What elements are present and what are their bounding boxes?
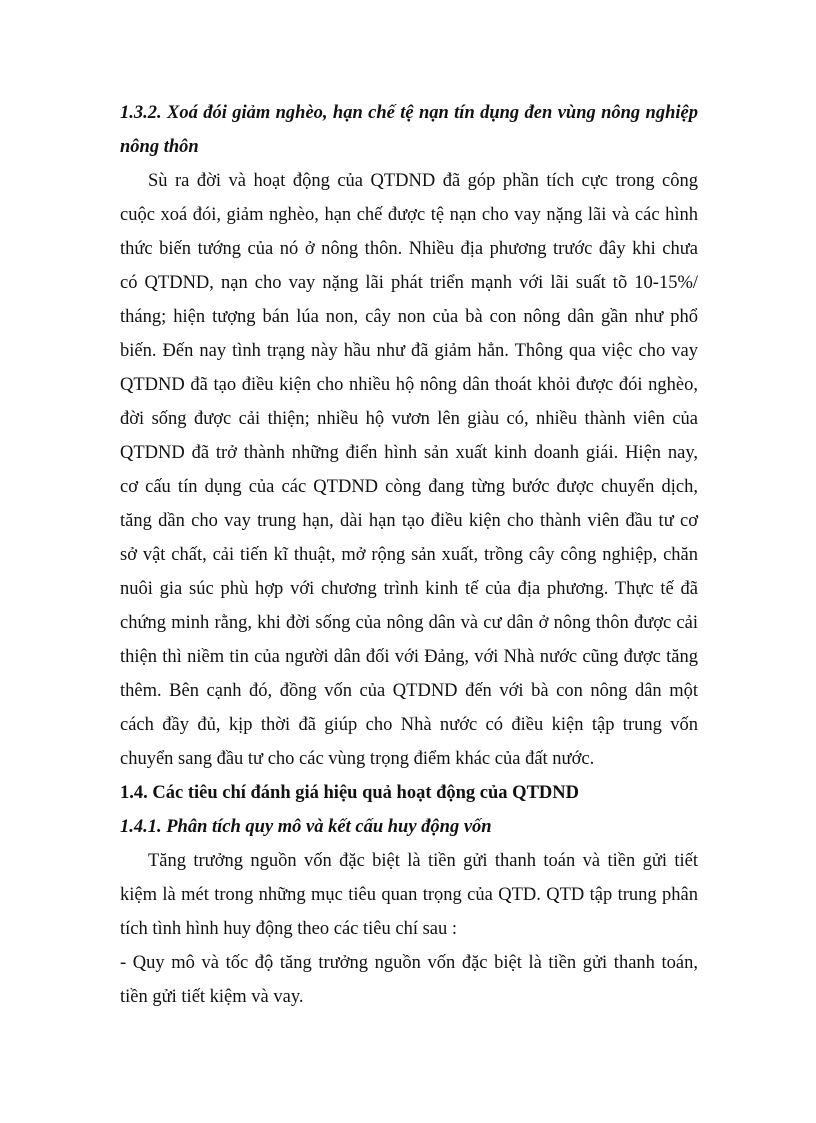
paragraph-line: QTDND đã tạo điều kiện cho nhiều hộ nông dân thoát khỏi được đói nghèo,: [120, 375, 698, 395]
paragraph-line: tháng; hiện tượng bán lúa non, cây non của bà con nông dân gần như phổ: [120, 307, 698, 327]
bullet-line: tiền gửi tiết kiệm và vay.: [120, 987, 304, 1007]
paragraph-line: tăng dần cho vay trung hạn, dài hạn tạo điều kiện cho thành viên đầu tư cơ: [120, 511, 698, 531]
paragraph-1: [120, 164, 698, 776]
paragraph-line: chuyển sang đầu tư cho các vùng trọng điểm khác của đất nước.: [120, 749, 595, 769]
section-heading-1-4-1: 1.4.1. Phân tích quy mô và kết cấu huy động vốn: [120, 817, 492, 837]
section-heading-1-4: 1.4. Các tiêu chí đánh giá hiệu quả hoạt động của QTDND: [120, 783, 579, 803]
document-page: [120, 96, 698, 1014]
paragraph-line: cuộc xoá đói, giảm nghèo, hạn chế được tệ nạn cho vay nặng lãi và các hình: [120, 205, 698, 225]
paragraph-line: thức biến tướng của nó ở nông thôn. Nhiều địa phương trước đây khi chưa: [120, 239, 698, 259]
paragraph-line: tích tình hình huy động theo các tiêu chí sau :: [120, 919, 458, 939]
paragraph-line: chứng minh rằng, khi đời sống của nông dân và cư dân ở nông thôn được cải: [120, 613, 698, 633]
section-heading-1-3-2-cont: nông thôn: [120, 137, 199, 157]
section-heading-1-3-2: 1.3.2. Xoá đói giảm nghèo, hạn chế tệ nạn tín dụng đen vùng nông nghiệp: [120, 103, 698, 123]
paragraph-line: QTDND đã trở thành những điển hình sản xuất kinh doanh giái. Hiện nay,: [120, 443, 698, 463]
paragraph-line: có QTDND, nạn cho vay nặng lãi phát triển mạnh với lãi suất tõ 10-15%/: [120, 273, 698, 293]
paragraph-line: cơ cấu tín dụng của các QTDND còng đang từng bước được chuyển dịch,: [120, 477, 698, 497]
paragraph-line: biến. Đến nay tình trạng này hầu như đã giảm hẳn. Thông qua việc cho vay: [120, 341, 698, 361]
paragraph-line: thiện thì niềm tin của người dân đối với Đảng, với Nhà nước cũng được tăng: [120, 647, 698, 667]
paragraph-line: nuôi gia súc phù hợp với chương trình kinh tế của địa phương. Thực tế đã: [120, 579, 698, 599]
paragraph-line: kiệm là mét trong những mục tiêu quan trọng của QTD. QTD tập trung phân: [120, 885, 698, 905]
paragraph-2: [120, 844, 698, 946]
paragraph-line: đời sống được cải thiện; nhiều hộ vươn lên giàu có, nhiều thành viên của: [120, 409, 698, 429]
bullet-item: [120, 946, 698, 1014]
paragraph-line: thêm. Bên cạnh đó, đồng vốn của QTDND đến với bà con nông dân một: [120, 681, 698, 701]
paragraph-line: Tăng trưởng nguồn vốn đặc biệt là tiền gửi thanh toán và tiền gửi tiết: [148, 851, 698, 871]
paragraph-line: sở vật chất, cải tiến kĩ thuật, mở rộng sản xuất, trồng cây công nghiệp, chăn: [120, 545, 698, 565]
bullet-line: - Quy mô và tốc độ tăng trưởng nguồn vốn đặc biệt là tiền gửi thanh toán,: [120, 953, 698, 973]
paragraph-line: cách đầy đủ, kịp thời đã giúp cho Nhà nước có điều kiện tập trung vốn: [120, 715, 698, 735]
paragraph-line: Sù ra đời và hoạt động của QTDND đã góp phần tích cực trong công: [148, 171, 698, 191]
